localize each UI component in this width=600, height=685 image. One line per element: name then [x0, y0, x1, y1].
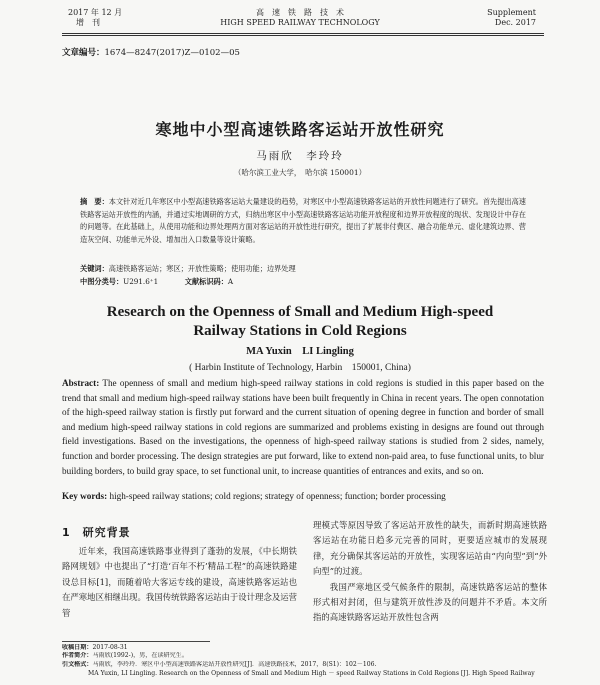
header-rule-bottom	[62, 35, 544, 36]
abstract-en	[62, 376, 544, 478]
keywords-en-label: Key words:	[62, 491, 108, 501]
title-en-line1: Research on the Openness of Small and Medium High-speed	[106, 304, 494, 320]
article-number	[62, 46, 240, 58]
supplement-label: Supplement	[487, 8, 536, 17]
author-bio-label: 作者简介：	[62, 652, 93, 659]
affiliation-cn: （哈尔滨工业大学， 哈尔滨 150001）	[233, 168, 367, 177]
author-bio-value: 马雨欣(1992-)，男，在读研究生。	[92, 652, 188, 659]
supplement-date: Dec. 2017	[494, 18, 536, 27]
footnote-rule	[62, 641, 210, 642]
authors-en: MA Yuxin LI Lingling	[246, 346, 354, 357]
keywords-cn-label: 关键词：	[80, 264, 109, 273]
section-1-heading	[62, 524, 131, 540]
footnote-author	[62, 652, 548, 660]
body-left-paragraph-1: 近年来，我国高速铁路事业得到了蓬勃的发展，《中长期铁路网规划》中也提出了“打造‘百年不朽’精品工程”的高速铁路建设总目标[1]，而随着哈大客运专线的建设，高速铁路客运站也在严寒地区相继出现。我国传统铁路客运站由于设计理念及运营管	[62, 546, 297, 618]
title-cn: 寒地中小型高速铁路客运站开放性研究	[155, 120, 445, 139]
body-column-right	[313, 518, 547, 626]
clc-value: U291.6⁺1	[123, 277, 159, 286]
citation-value: 马雨欣，李玲玲．寒区中小型高速铁路客运站开放性研究[J]．高速铁路技术，2017，8(S1)：102－106.	[92, 661, 377, 668]
body-right-paragraph-2: 我国严寒地区受气候条件的限制，高速铁路客运站的整体形式相对封闭，但与建筑开放性涉及的问题并不矛盾。本文所指的高速铁路客运站开放性包含两	[313, 581, 547, 623]
journal-title-cn: 高 速 铁 路 技 术	[256, 8, 344, 17]
title-en	[0, 303, 600, 341]
footnote-citation	[62, 661, 548, 669]
body-column-left	[62, 544, 297, 621]
title-en-line2: Railway Stations in Cold Regions	[193, 323, 407, 339]
keywords-en-text: high-speed railway stations; cold regions; strategy of openness; function; border processing	[107, 491, 446, 501]
section-1-title: 研究背景	[82, 526, 131, 539]
received-value: 2017-08-31	[92, 644, 128, 651]
issue-type: 增 刊	[76, 18, 100, 27]
journal-title-en: HIGH SPEED RAILWAY TECHNOLOGY	[220, 18, 380, 27]
body-right-paragraph-1: 理模式等原因导致了客运站开放性的缺失，而新时期高速铁路客运站在功能日趋多元完善的同时，更要适应城市的发展现律，充分确保其客运站的开放性，实现客运站由“内向型”到“外向型”的过渡。	[313, 520, 547, 577]
affiliation-en: ( Harbin Institute of Technology, Harbin 150001, China)	[189, 363, 411, 373]
citation-label: 引文格式：	[62, 661, 93, 668]
keywords-en	[62, 490, 544, 503]
footnote-citation-en: MA Yuxin, LI Lingling. Research on the Openness of Small and Medium High － speed Railway Stations in Cold Regions [J]. High Speed Railway	[88, 670, 535, 677]
abstract-cn-text: 本文针对近几年寒区中小型高速铁路客运站大量建设的趋势，对寒区中小型高速铁路客运站的开放性问题进行了研究。首先提出高速铁路客运站开放性的内涵，并通过实地调研的方式，归纳出寒区中小型高速铁路客运站功能开放程度和边界开放程度的现状、发现设计中存在的问题等。在此基础上，从使用功能和边界处理两方面对客运站的开放性进行研究，提出了扩展非付费区、融合功能单元、虚化建筑边界、营造灰空间、功能单元外设、增加出入口数量等设计策略。	[80, 197, 526, 245]
abstract-en-label: Abstract:	[62, 378, 100, 388]
keywords-cn	[80, 263, 526, 275]
doc-code-label: 文献标识码：	[184, 277, 228, 286]
header-rule-top	[62, 33, 544, 34]
clc-label: 中图分类号：	[80, 277, 124, 286]
issue-date: 2017 年 12 月	[68, 8, 123, 17]
article-number-label: 文章编号：	[62, 48, 105, 58]
received-label: 收稿日期：	[62, 644, 93, 651]
authors-cn: 马雨欣 李玲玲	[256, 150, 344, 162]
abstract-cn-label: 摘 要：	[80, 197, 109, 206]
section-1-number: 1	[62, 526, 71, 539]
abstract-en-text: The openness of small and medium high-speed railway stations in cold regions is studied in this paper based on the trend that small and medium high-speed railway stations have been built frequently in China in recent years. The open connotation of the high-speed railway station is firstly put forward and the current situation of opening degree in function and border of small and medium high-speed railway stations in cold regions are summarized and problems existing in designs are found out through field investigations. Based on the investigations, the openness of high-speed railway stations is studied from 2 sides, namely, function and border processing. The design strategies are put forward, like to extend non-paid area, to fuse functional units, to blur building borders, to build gray space, to set functional unit, to increase quantities of entrances and exits, and so on.	[62, 378, 544, 476]
article-number-value: 1674—8247(2017)Z—0102—05	[104, 48, 240, 58]
doc-code-value: A	[227, 277, 234, 286]
abstract-cn	[80, 196, 526, 247]
journal-supplement	[487, 8, 536, 28]
keywords-cn-text: 高速铁路客运站；寒区；开放性策略；使用功能；边界处理	[108, 264, 296, 273]
classification-line	[80, 276, 526, 288]
